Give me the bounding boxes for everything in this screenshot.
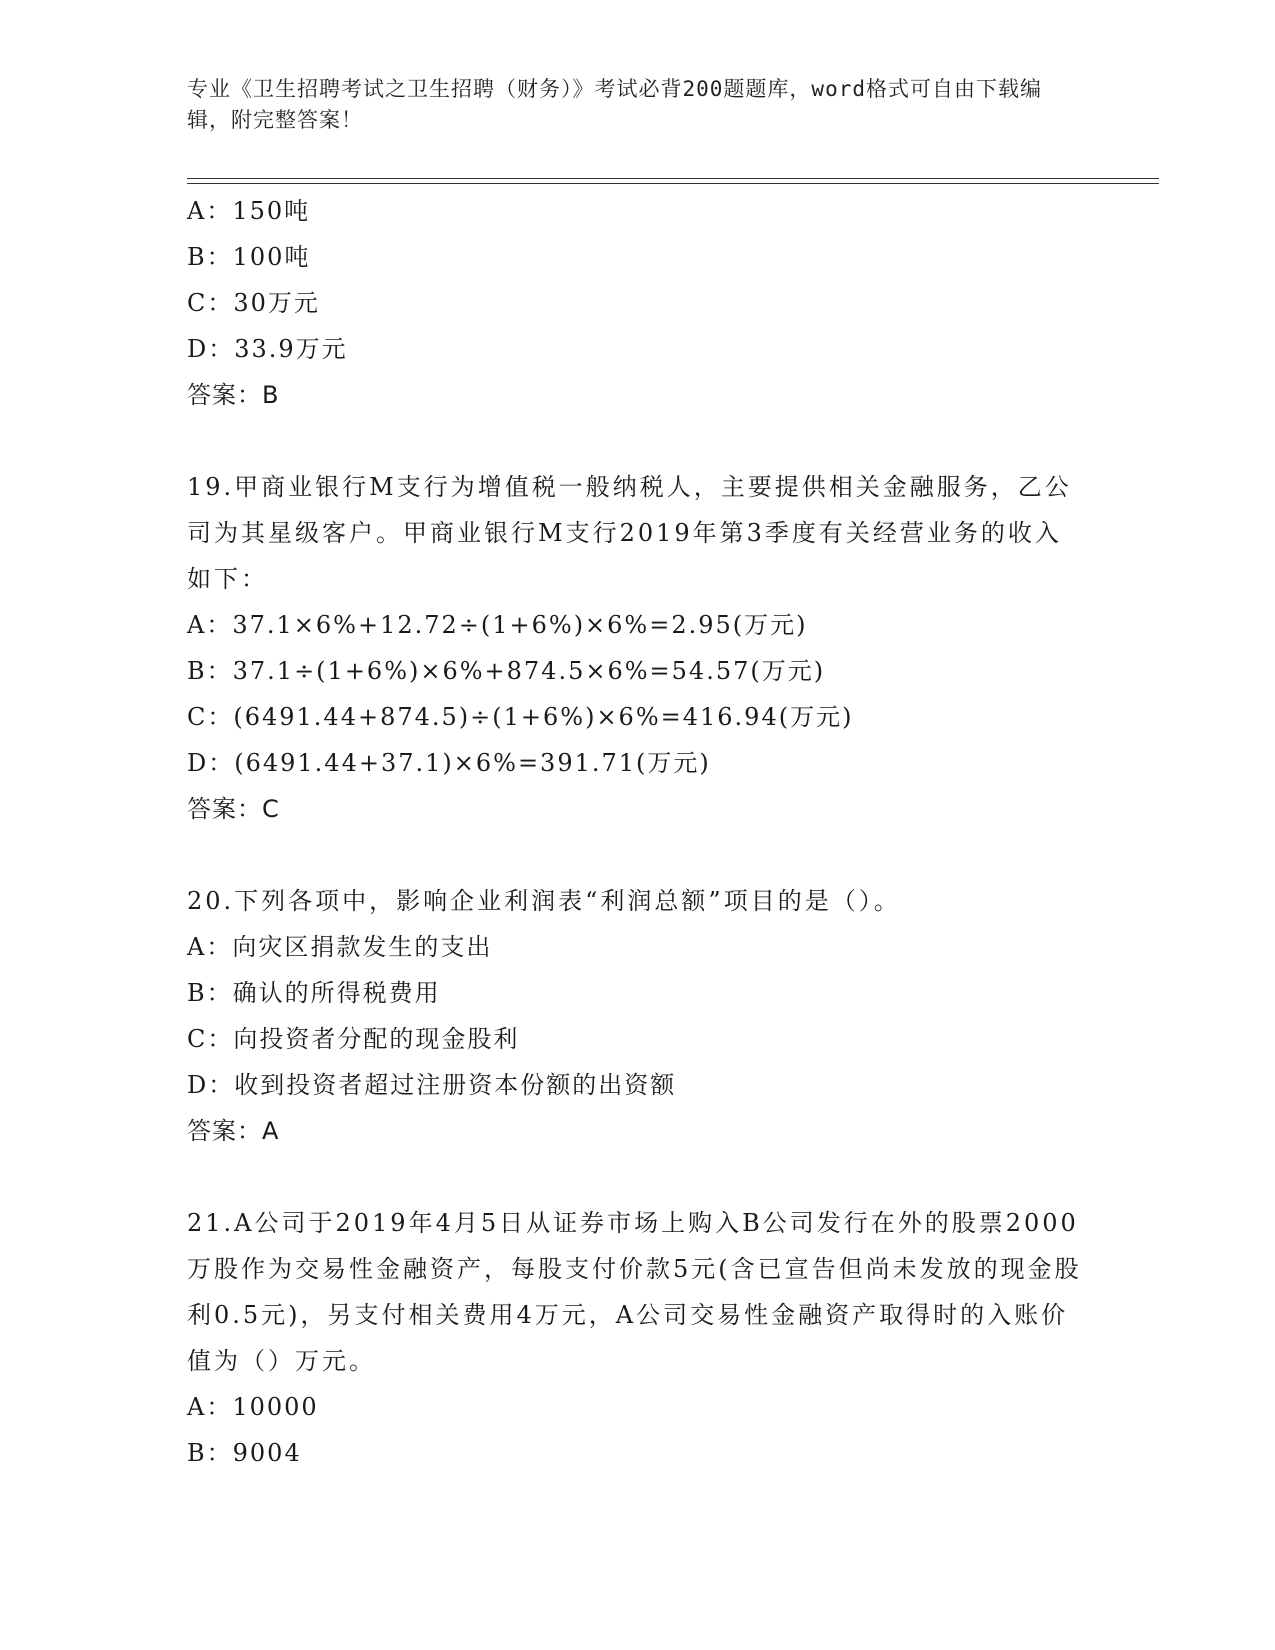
- answer-line: 答案：B: [187, 381, 280, 409]
- option-a: A：37.1×6%+12.72÷(1+6%)×6%=2.95(万元): [187, 611, 808, 639]
- option-a: A：150吨: [187, 197, 311, 225]
- question-text: 20.下列各项中，影响企业利润表“利润总额”项目的是（）。: [187, 887, 901, 915]
- question-20-block: [187, 878, 1087, 1154]
- question-21-block: [187, 1200, 1087, 1476]
- question-19-block: [187, 464, 1087, 832]
- option-d: D：33.9万元: [187, 335, 348, 363]
- header-divider-bottom: [187, 183, 1159, 184]
- option-c: C：向投资者分配的现金股利: [187, 1025, 520, 1053]
- answer-line: 答案：A: [187, 1117, 280, 1145]
- option-d: D：(6491.44+37.1)×6%=391.71(万元): [187, 749, 711, 777]
- question-text: 19.甲商业银行M支行为增值税一般纳税人，主要提供相关金融服务，乙公司为其星级客户。甲商业银行M支行2019年第3季度有关经营业务的收入如下：: [187, 473, 1072, 593]
- option-a: A：向灾区捐款发生的支出: [187, 933, 493, 961]
- option-d: D：收到投资者超过注册资本份额的出资额: [187, 1071, 677, 1099]
- question-18-block: [187, 188, 1087, 418]
- option-a: A：10000: [187, 1393, 319, 1421]
- question-text: 21.A公司于2019年4月5日从证券市场上购入B公司发行在外的股票2000万股作为交易性金融资产，每股支付价款5元(含已宣告但尚未发放的现金股利0.5元)，另支付相关费用4万元，A公司交易性金融资产取得时的入账价值为（）万元。: [187, 1209, 1082, 1375]
- spacer: [187, 418, 1087, 464]
- answer-line: 答案：C: [187, 795, 280, 823]
- spacer: [187, 1154, 1087, 1200]
- option-b: B：37.1÷(1+6%)×6%+874.5×6%=54.57(万元): [187, 657, 826, 685]
- spacer: [187, 832, 1087, 878]
- option-b: B：9004: [187, 1439, 302, 1467]
- option-c: C：(6491.44+874.5)÷(1+6%)×6%=416.94(万元): [187, 703, 854, 731]
- option-c: C：30万元: [187, 289, 320, 317]
- question-list: [187, 188, 1087, 1476]
- document-header: 专业《卫生招聘考试之卫生招聘（财务）》考试必背200题题库，word格式可自由下载编辑，附完整答案！: [187, 77, 1042, 132]
- header-divider-top: [187, 178, 1159, 179]
- option-b: B：100吨: [187, 243, 311, 271]
- option-b: B：确认的所得税费用: [187, 979, 441, 1007]
